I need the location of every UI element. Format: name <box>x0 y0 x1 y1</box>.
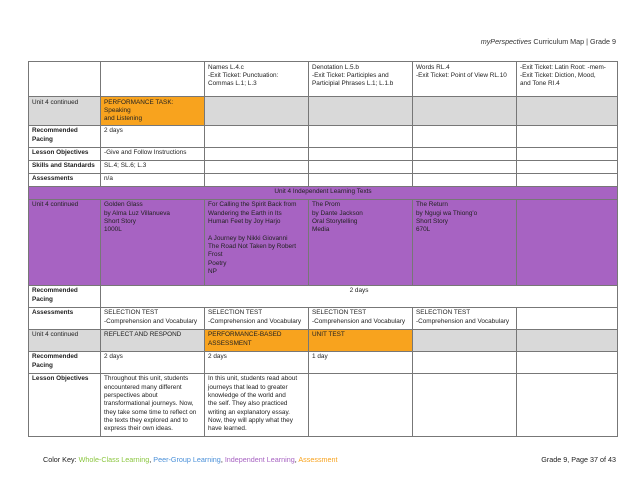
table-row <box>29 373 618 436</box>
table-row <box>29 186 618 199</box>
table-cell <box>517 97 618 126</box>
table-cell <box>517 373 618 436</box>
peer-group-key: Peer-Group Learning <box>153 455 221 464</box>
table-row <box>29 147 618 160</box>
text-cell <box>517 199 618 285</box>
table-cell <box>101 62 205 97</box>
page-header <box>481 37 616 46</box>
text-cell: The Return by Ngugi wa Thiong'o Short Story 670L <box>413 199 517 285</box>
table-cell <box>517 125 618 147</box>
section-title: Unit 4 Independent Learning Texts <box>29 186 618 199</box>
row-label: Recommended Pacing <box>29 285 101 307</box>
table-cell: -Exit Ticket: Latin Root: -mem- -Exit Ticket: Diction, Mood, and Tone RI.4 <box>517 62 618 97</box>
performance-task-cell: PERFORMANCE TASK: Speaking and Listening <box>101 97 205 126</box>
table-row <box>29 285 618 307</box>
table-cell: Denotation L.5.b -Exit Ticket: Participles and Participial Phrases L.1; L.1.b <box>309 62 413 97</box>
row-label: Skills and Standards <box>29 160 101 173</box>
table-cell <box>413 351 517 373</box>
table-cell <box>517 160 618 173</box>
whole-class-key: Whole-Class Learning <box>78 455 150 464</box>
text-cell: Golden Glass by Alma Luz Villanueva Short Story 1000L <box>101 199 205 285</box>
table-cell: SELECTION TEST -Comprehension and Vocabulary <box>101 307 205 329</box>
unit-label: Unit 4 continued <box>29 97 101 126</box>
table-row <box>29 307 618 329</box>
table-row <box>29 173 618 186</box>
table-cell <box>413 329 517 351</box>
table-cell <box>517 307 618 329</box>
table-cell: SELECTION TEST -Comprehension and Vocabulary <box>309 307 413 329</box>
table-row <box>29 160 618 173</box>
table-cell: REFLECT AND RESPOND <box>101 329 205 351</box>
color-key-prefix: Color Key: <box>43 455 79 464</box>
row-label: Assessments <box>29 173 101 186</box>
table-cell <box>309 97 413 126</box>
table-cell: SELECTION TEST -Comprehension and Vocabulary <box>205 307 309 329</box>
row-label: Assessments <box>29 307 101 329</box>
table-cell: Throughout this unit, students encountered many different perspectives about transformational journeys. Now, they take some time to reflect on the texts they explored and to express their own ideas. <box>101 373 205 436</box>
table-cell: In this unit, students read about journeys that lead to greater knowledge of the world and the self. They also practiced writing an explanatory essay. Now, they will apply what they have learned. <box>205 373 309 436</box>
table-cell <box>309 125 413 147</box>
table-cell <box>205 125 309 147</box>
table-cell <box>517 147 618 160</box>
table-row <box>29 329 618 351</box>
table-cell: Words RL.4 -Exit Ticket: Point of View RL.10 <box>413 62 517 97</box>
table-cell <box>205 160 309 173</box>
table-cell <box>309 373 413 436</box>
table-cell: -Give and Follow Instructions <box>101 147 205 160</box>
table-cell <box>309 160 413 173</box>
table-cell: 2 days <box>205 351 309 373</box>
row-label: Recommended Pacing <box>29 125 101 147</box>
text-cell: For Calling the Spirit Back from Wandering the Earth in Its Human Feet by Joy Harjo A Journey by Nikki Giovanni The Road Not Taken by Robert Frost Poetry NP <box>205 199 309 285</box>
color-key <box>43 455 338 464</box>
table-cell: Names L.4.c -Exit Ticket: Punctuation: Commas L.1; L.3 <box>205 62 309 97</box>
table-row <box>29 351 618 373</box>
table-cell <box>517 173 618 186</box>
table-cell: UNIT TEST <box>309 329 413 351</box>
table-row <box>29 62 618 97</box>
table-cell <box>205 173 309 186</box>
table-cell <box>413 373 517 436</box>
curriculum-map-table <box>28 61 618 437</box>
independent-key: Independent Learning <box>224 455 295 464</box>
table-cell <box>413 97 517 126</box>
table-cell <box>413 173 517 186</box>
table-cell <box>205 147 309 160</box>
unit-label: Unit 4 continued <box>29 199 101 285</box>
row-label: Recommended Pacing <box>29 351 101 373</box>
table-row <box>29 199 618 285</box>
table-cell: n/a <box>101 173 205 186</box>
table-cell <box>517 329 618 351</box>
table-cell: SELECTION TEST -Comprehension and Vocabulary <box>413 307 517 329</box>
table-cell <box>413 160 517 173</box>
unit-label: Unit 4 continued <box>29 329 101 351</box>
table-cell <box>29 62 101 97</box>
table-cell <box>309 173 413 186</box>
table-cell <box>309 147 413 160</box>
table-row <box>29 125 618 147</box>
table-cell <box>517 351 618 373</box>
table-cell: 2 days <box>101 285 618 307</box>
color-key-separator: , <box>294 455 299 464</box>
table-cell: SL.4; SL.6; L.3 <box>101 160 205 173</box>
color-key-separator: , <box>149 455 154 464</box>
assessment-key: Assessment <box>298 455 338 464</box>
row-label: Lesson Objectives <box>29 147 101 160</box>
brand-name: myPerspectives <box>480 37 532 46</box>
table-cell: 2 days <box>101 125 205 147</box>
row-label: Lesson Objectives <box>29 373 101 436</box>
table-cell <box>413 125 517 147</box>
table-cell: 1 day <box>309 351 413 373</box>
text-cell: The Prom by Dante Jackson Oral Storytelling Media <box>309 199 413 285</box>
table-cell <box>205 97 309 126</box>
table-cell: PERFORMANCE-BASED ASSESSMENT <box>205 329 309 351</box>
color-key-separator: , <box>220 455 225 464</box>
page-number: Grade 9, Page 37 of 43 <box>541 455 616 464</box>
table-cell <box>413 147 517 160</box>
table-row <box>29 97 618 126</box>
table-cell: 2 days <box>101 351 205 373</box>
header-subtitle: Curriculum Map | Grade 9 <box>531 37 616 46</box>
